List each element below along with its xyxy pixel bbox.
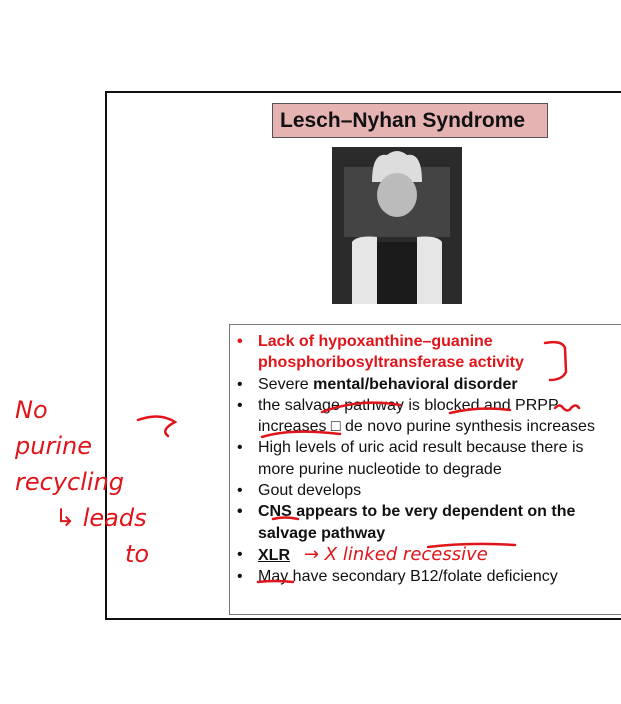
photo-illustration: [332, 147, 462, 304]
slide-title: Lesch–Nyhan Syndrome: [280, 109, 526, 132]
note-line: No: [15, 396, 48, 424]
patient-photo: [332, 147, 462, 304]
bullet-list: [237, 331, 617, 588]
bullet-item: • High levels of uric acid result because there is more purine nucleotide to degrade: [237, 437, 617, 480]
left-note: [15, 392, 215, 572]
bullet-item: [237, 374, 617, 395]
bullet-text: XLR: [258, 546, 290, 564]
note-line: to: [125, 540, 150, 568]
bullet-text: Severe: [258, 375, 314, 393]
note-line: ↳ leads: [55, 504, 147, 532]
bullet-item: • Lack of hypoxanthine–guanine phosphoribosyltransferase activity: [237, 331, 617, 374]
bullet-item: [237, 544, 617, 566]
bullet-item: • May have secondary B12/folate deficiency: [237, 566, 617, 587]
note-line: purine: [15, 432, 92, 460]
bullet-item: • Gout develops: [237, 480, 617, 501]
xlr-note: → X linked recessive: [304, 543, 488, 565]
bullet-item: • the salvage pathway is blocked and PRPP increases □ de novo purine synthesis increases: [237, 395, 617, 438]
note-line: recycling: [15, 468, 125, 496]
bullet-item: • CNS appears to be very dependent on the salvage pathway: [237, 501, 617, 544]
bullet-bold-text: mental/behavioral disorder: [313, 375, 518, 393]
